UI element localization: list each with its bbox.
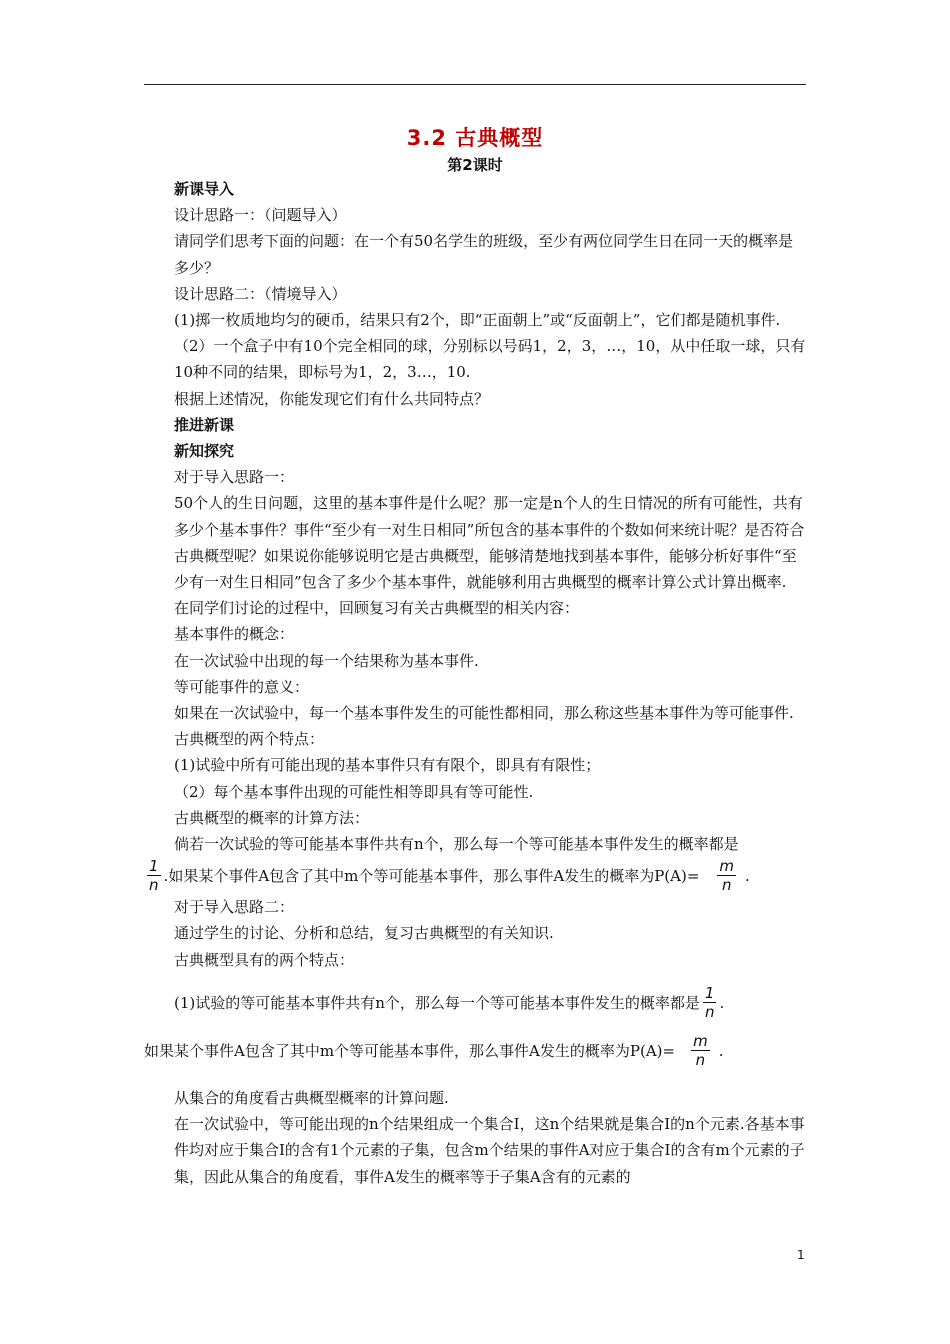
paragraph: 对于导入思路二： bbox=[174, 898, 295, 917]
period: . bbox=[718, 1041, 724, 1060]
lesson-title: 3.2 古典概型 bbox=[406, 126, 544, 150]
paragraph: 倘若一次试验的等可能基本事件共有n个，那么每一个等可能基本事件发生的概率都是 bbox=[174, 835, 739, 854]
paragraph: 等可能事件的意义： bbox=[174, 677, 310, 696]
paragraph: 在一次试验中出现的每一个结果称为基本事件. bbox=[174, 651, 479, 670]
header-rule bbox=[144, 84, 806, 85]
paragraph: 如果某个事件A包含了其中m个等可能基本事件，那么事件A发生的概率为P(A)= bbox=[144, 1041, 676, 1060]
fraction-1-over-n: $\frac{1}{n}$ bbox=[704, 984, 715, 1022]
period: . bbox=[745, 866, 750, 885]
paragraph: (1)掷一枚质地均匀的硬币，结果只有2个，即“正面朝上”或“反面朝上”，它们都是随机事件. bbox=[174, 311, 781, 330]
paragraph: 50个人的生日问题，这里的基本事件是什么呢？那一定是n个人的生日情况的所有可能性，共有多少个基本事件？事件“至少有一对生日相同”所包含的基本事件的个数如何来统计呢？是否符合古典概型呢？如果说你能够说明它是古典概型，能够清楚地找到基本事件，能够分析好事件“至少有一对生日相同”包含了多少个基本事件，就能够利用古典概型的概率计算公式计算出概率. bbox=[174, 494, 805, 592]
paragraph: 古典概型的两个特点： bbox=[174, 730, 325, 749]
paragraph: （2）一个盒子中有10个完全相同的球，分别标以号码1，2，3，…，10，从中任取一球，只有10种不同的结果，即标号为1，2，3…，10. bbox=[174, 337, 806, 382]
paragraph: 在同学们讨论的过程中，回顾复习有关古典概型的相关内容： bbox=[174, 599, 580, 618]
section-heading: 新课导入 bbox=[174, 180, 235, 198]
section-heading: 推进新课 bbox=[174, 415, 235, 434]
paragraph: 如果在一次试验中，每一个基本事件发生的可能性都相同，那么称这些基本事件为等可能事件. bbox=[174, 704, 794, 723]
page-number: 1 bbox=[797, 1248, 805, 1262]
fraction-m-over-n: $\frac{m}{n}$ bbox=[719, 857, 735, 895]
paragraph: 对于导入思路一： bbox=[174, 468, 295, 487]
paragraph: 请同学们思考下面的问题：在一个有50名学生的班级，至少有两位同学生日在同一天的概率是多少？ bbox=[174, 232, 794, 277]
document-body bbox=[144, 176, 806, 1190]
formula-line bbox=[144, 857, 806, 894]
formula-line bbox=[144, 979, 806, 1027]
fraction-m-over-n: $\frac{m}{n}$ bbox=[693, 1032, 708, 1070]
period: . bbox=[719, 993, 725, 1012]
section-heading: 新知探究 bbox=[174, 442, 235, 461]
paragraph: 设计思路一：（问题导入） bbox=[174, 206, 347, 225]
paragraph: 古典概型的概率的计算方法： bbox=[174, 808, 370, 827]
paragraph: 设计思路二：（情境导入） bbox=[174, 284, 347, 303]
paragraph: 通过学生的讨论、分析和总结，复习古典概型的有关知识. bbox=[174, 924, 554, 943]
formula-line bbox=[144, 1027, 806, 1075]
paragraph: 基本事件的概念： bbox=[174, 625, 295, 644]
paragraph: 在一次试验中，等可能出现的n个结果组成一个集合I，这n个结果就是集合I的n个元素.各基本事件均对应于集合I的含有1个元素的子集，包含m个结果的事件A对应于集合I的含有m个元素的子集，因此从集合的角度看，事件A发生的概率等于子集A含有的元素的 bbox=[174, 1115, 805, 1186]
paragraph: .如果某个事件A包含了其中m个等可能基本事件，那么事件A发生的概率为P(A)= bbox=[163, 866, 700, 885]
fraction-1-over-n: $\frac{1}{n}$ bbox=[149, 857, 159, 895]
paragraph: 古典概型具有的两个特点： bbox=[174, 950, 355, 969]
paragraph: 从集合的角度看古典概型概率的计算问题. bbox=[174, 1088, 449, 1107]
paragraph: 根据上述情况，你能发现它们有什么共同特点？ bbox=[174, 389, 490, 408]
paragraph: (1)试验中所有可能出现的基本事件只有有限个，即具有有限性； bbox=[174, 756, 601, 775]
paragraph: （2）每个基本事件出现的可能性相等即具有等可能性. bbox=[174, 782, 534, 801]
lesson-subtitle: 第2课时 bbox=[447, 156, 503, 174]
paragraph: (1)试验的等可能基本事件共有n个，那么每一个等可能基本事件发生的概率都是 bbox=[174, 993, 700, 1012]
